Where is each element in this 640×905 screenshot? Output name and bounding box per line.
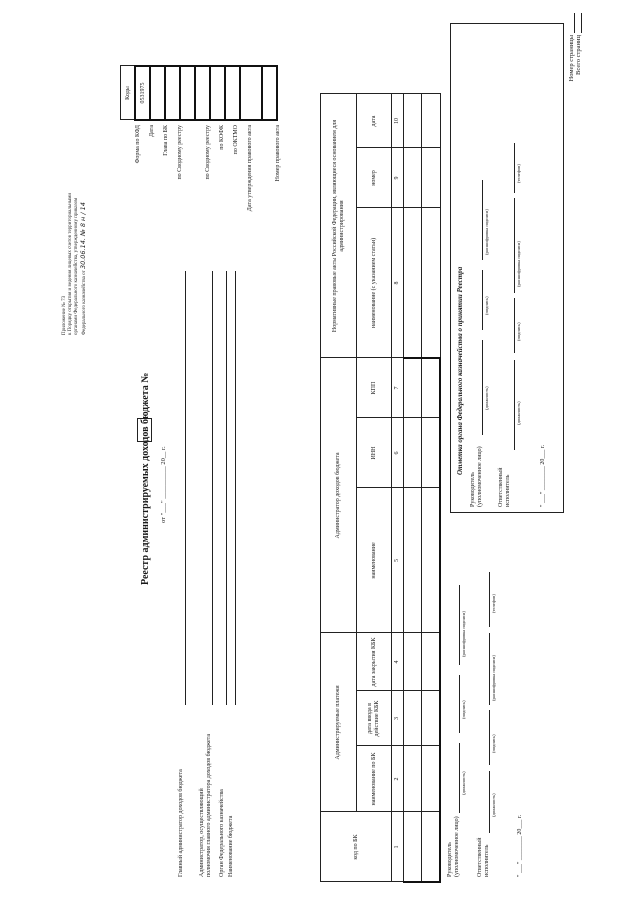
fill-line <box>489 771 490 833</box>
fill-line <box>185 271 186 705</box>
caption: (расшифровка подписи) <box>461 611 466 657</box>
col-inn-header: ИНН <box>357 418 392 488</box>
group-acts-header: Нормативные правовые акты Российской Федерации, являющиеся основанием для администрирования <box>321 94 357 358</box>
appendix-line: Приложение № 73 <box>62 295 67 335</box>
caption: (телефон) <box>491 594 496 613</box>
register-date: от "___" __________ 20__ г. <box>160 446 167 523</box>
fill-line <box>514 360 515 450</box>
code-svodny-1 <box>180 66 195 120</box>
caption: (должность) <box>491 793 496 817</box>
code-label: по Сводному реестру <box>205 125 211 180</box>
mark-head-label-2: (уполномоченное лицо) <box>477 446 483 507</box>
caption: (подпись) <box>491 734 496 753</box>
label-admin-cont: полномочия главного администратора доходов бюджета <box>206 734 212 877</box>
register-number-box <box>137 418 152 442</box>
register-title: Реестр администрируемых доходов бюджета № <box>140 372 151 585</box>
col-kod-header: код по БК <box>321 812 392 882</box>
codes-header: Коды <box>121 66 136 120</box>
fill-line <box>459 675 460 733</box>
label-budget-name: Наименование бюджета <box>228 815 234 877</box>
sig-head-label: Руководитель <box>447 842 453 877</box>
fill-line <box>235 271 236 705</box>
register-table <box>320 94 441 884</box>
col-act-name-header: наименование (с указанием статьи) <box>357 208 392 358</box>
code-label: Дата утверждения правового акта <box>247 125 253 212</box>
code-label: по КОФК <box>219 125 225 150</box>
mark-exec-label: Ответственный <box>498 467 504 507</box>
col-number: 6 <box>392 418 404 488</box>
sig-date: " ___" ________ 20___ г. <box>517 814 523 877</box>
caption: (подпись) <box>516 322 521 341</box>
label-admin: Администратор, осуществляющий <box>199 788 205 877</box>
code-label: по Сводному реестру <box>177 125 183 180</box>
fill-line <box>482 180 483 260</box>
col-date-close-header: дата закрытия КБК <box>357 633 392 691</box>
table-row <box>422 94 441 882</box>
handwritten-date: 30.06.14. № 8 н / 14 <box>79 202 87 270</box>
col-name-bk-header: наименование по БК <box>357 746 392 812</box>
code-date <box>150 66 165 120</box>
group-admin-header: Администратор доходов бюджета <box>321 358 357 633</box>
page-total-label: Всего страниц <box>575 35 582 75</box>
fill-line <box>459 743 460 813</box>
sig-exec-label-2: исполнитель <box>484 844 490 877</box>
appendix-header <box>62 35 88 335</box>
fill-line <box>514 298 515 353</box>
caption: (должность) <box>516 401 521 425</box>
fill-line <box>226 271 227 705</box>
caption: (расшифровка подписи) <box>491 655 496 701</box>
col-number: 3 <box>392 691 404 746</box>
label-fk-body: Орган Федерального казначейства <box>219 789 225 877</box>
fill-line <box>482 340 483 435</box>
sig-head-label-2: (уполномоченное лицо) <box>454 816 460 877</box>
mark-date: " ___" ________ 20___ г. <box>540 444 546 507</box>
fk-mark-title: Отметка органа Федерального казначейства о принятии Реестра <box>456 266 464 475</box>
appendix-line: к Порядку открытия и ведения лицевых счетов территориальными <box>68 192 73 335</box>
fill-line <box>514 143 515 193</box>
col-number: 10 <box>392 94 404 148</box>
col-kpp-header: КПП <box>357 358 392 418</box>
label-chief-admin: Главный администратор доходов бюджета <box>178 769 184 877</box>
col-number: 2 <box>392 746 404 812</box>
code-act-date <box>240 66 262 120</box>
fill-line <box>489 710 490 765</box>
codes-table <box>120 65 278 121</box>
fill-line <box>459 585 460 665</box>
code-kofk <box>210 66 225 120</box>
page-total-field[interactable] <box>581 13 582 33</box>
fk-mark-box <box>450 23 564 513</box>
appendix-line: Федерального казначейства от 30.06.14. № 8 н / 14 <box>79 202 87 335</box>
col-number: 5 <box>392 488 404 633</box>
code-label: Глава по БК <box>163 125 169 156</box>
mark-head-label: Руководитель <box>470 472 476 507</box>
col-number: 4 <box>392 633 404 691</box>
page-number-field[interactable] <box>574 13 575 33</box>
code-glava <box>165 66 180 120</box>
col-act-date-header: дата <box>357 94 392 148</box>
page-number-label: Номер страницы <box>568 35 575 82</box>
col-number: 7 <box>392 358 404 418</box>
appendix-line: органами Федерального казначейства, утвержденному приказом <box>74 197 79 335</box>
fill-line <box>489 572 490 627</box>
fill-line <box>489 633 490 705</box>
caption: (расшифровка подписи) <box>516 241 521 287</box>
code-oktmo <box>225 66 240 120</box>
col-date-start-header: дата ввода в действие КБК <box>357 691 392 746</box>
code-label: по ОКТМО <box>233 125 239 155</box>
table-row <box>404 94 422 882</box>
code-label: Форма по КФД <box>135 125 141 164</box>
caption: (подпись) <box>484 296 489 315</box>
sig-exec-label: Ответственный <box>477 837 483 877</box>
fill-line <box>482 270 483 330</box>
code-label: Номер правового акта <box>275 125 281 182</box>
group-payments-header: Администрируемые платежи <box>321 633 357 812</box>
col-number: 1 <box>392 812 404 882</box>
code-act-number <box>262 66 277 120</box>
fill-line <box>514 198 515 293</box>
fill-line <box>212 271 213 705</box>
page-numbers <box>568 35 582 125</box>
caption: (должность) <box>461 771 466 795</box>
col-number: 9 <box>392 148 404 208</box>
mark-exec-label-2: исполнитель <box>505 474 511 507</box>
caption: (телефон) <box>516 164 521 183</box>
code-label: Дата <box>149 125 155 137</box>
caption: (подпись) <box>461 700 466 719</box>
col-act-number-header: номер <box>357 148 392 208</box>
col-number: 8 <box>392 208 404 358</box>
code-svodny-2 <box>195 66 210 120</box>
col-admin-name-header: наименование <box>357 488 392 633</box>
code-kfd: 0531975 <box>135 66 150 120</box>
caption: (должность) <box>484 386 489 410</box>
caption: (расшифровка подписи) <box>484 209 489 255</box>
